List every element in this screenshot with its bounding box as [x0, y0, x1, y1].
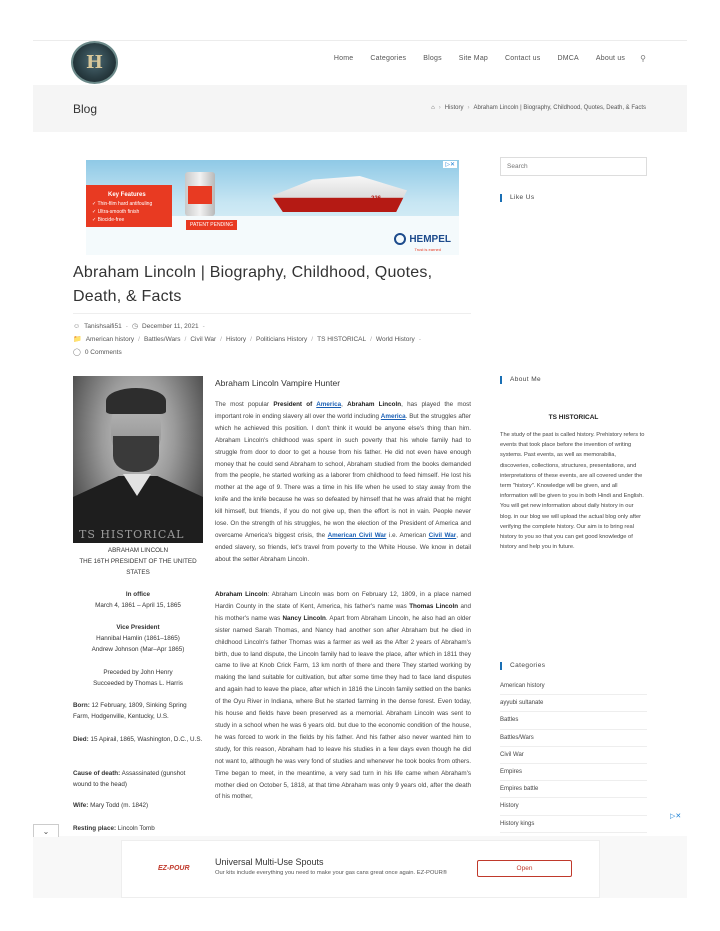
nav-contact-us[interactable]: Contact us	[505, 55, 541, 62]
main-nav	[317, 54, 646, 63]
infobox-value: 15 Apirail, 1865, Washington, D.C., U.S.	[90, 736, 203, 743]
infobox-predecessor	[73, 667, 203, 689]
nav-blogs[interactable]: Blogs	[423, 55, 442, 62]
ad-key-title: Key Features	[108, 192, 146, 198]
ad-brand-logo: EZ-POUR	[158, 865, 190, 872]
nav-home[interactable]: Home	[333, 55, 354, 62]
meta-divider	[73, 313, 471, 314]
ad-feature: ✓ Ultra-smooth finish	[92, 209, 140, 215]
meta-separator: -	[202, 322, 205, 330]
ad-feature-box	[86, 185, 172, 227]
post-comments-link[interactable]: 0 Comments	[84, 348, 122, 356]
clock-icon: ◷	[131, 323, 139, 330]
infobox-label: Resting place:	[73, 825, 117, 832]
post-meta-comments	[73, 348, 122, 356]
post-meta-categories: 📁 American history / Battles/Wars / Civil War / History / Politicians History / TS HISTORICAL / World History -	[73, 335, 421, 343]
infobox-label: Born:	[73, 702, 90, 709]
caption-role: THE 16TH PRESIDENT OF THE UNITED STATES	[79, 558, 197, 576]
hempel-logo	[394, 233, 451, 245]
collapse-ad-chevron-down-icon[interactable]: ⌄	[33, 824, 59, 837]
ad-open-button[interactable]: Open	[477, 860, 572, 877]
search-icon[interactable]: ⚲	[640, 54, 646, 63]
infobox-vp	[73, 622, 203, 655]
post-category[interactable]: Battles/Wars	[143, 335, 181, 343]
ad-tagline: Trust is earned	[414, 247, 441, 252]
link-america[interactable]: America	[316, 401, 342, 408]
sidebar-category[interactable]: Civil War	[500, 747, 647, 764]
header-top-border	[33, 40, 687, 41]
widget-title-like-us: Like Us	[500, 194, 534, 202]
image-caption	[73, 545, 203, 578]
bottom-advertisement[interactable]	[121, 840, 600, 898]
infobox-value: Mary Todd (m. 1842)	[90, 802, 149, 809]
post-category[interactable]: Civil War	[190, 335, 217, 343]
infobox-cause	[73, 768, 203, 790]
infobox-value: Assassinated (gunshot wound to the head)	[73, 770, 186, 788]
sidebar-category[interactable]: Empires battle	[500, 781, 647, 798]
post-meta-author-date	[73, 322, 205, 330]
nav-dmca[interactable]: DMCA	[557, 55, 579, 62]
infobox-value: Preceded by John Henry	[103, 669, 173, 676]
post-category[interactable]: Politicians History	[255, 335, 308, 343]
boat-number: 226	[371, 196, 382, 202]
infobox-value: Andrew Johnson (Mar–Apr 1865)	[91, 646, 185, 653]
ad-patent-label: PATENT PENDING	[186, 220, 237, 230]
about-text: The study of the past is called history. Prehistory refers to events that took place before the invention of writing systems. Past events, as well as memorabilia, discoveries, collections, structures, presentations, and interpretations of these events, are all covered under the term "history". Knowledge will be given, and all information will be given to you in both Hindi and English. You will get new information about daily history in our blog. in our blog we will upload the actual blog only after verifying the complete history. Our aim is to bring real history to you so that you can get good knowledge of history and help you in future.	[500, 432, 645, 551]
infobox-value: Lincoln Tomb	[117, 825, 155, 832]
infobox-value: Hannibal Hamlin (1861–1865)	[96, 635, 180, 642]
widget-title-categories: Categories	[500, 662, 545, 670]
ad-feature: ✓ Biocide-free	[92, 217, 125, 223]
infobox-value: 12 February, 1809, Sinking Spring Farm, Hodgenville, Kentucky, U.S.	[73, 702, 187, 720]
post-category[interactable]: History	[225, 335, 247, 343]
nav-site-map[interactable]: Site Map	[458, 55, 489, 62]
paint-can-image	[185, 172, 215, 216]
infobox-value: March 4, 1861 – April 15, 1865	[95, 602, 181, 609]
breadcrumb-separator: ›	[438, 105, 441, 111]
page-title: Blog	[73, 102, 98, 116]
post-date: December 11, 2021	[142, 322, 199, 330]
nav-about-us[interactable]: About us	[595, 55, 626, 62]
sidebar-category[interactable]: Empires	[500, 764, 647, 781]
ad-choices-icon[interactable]: ▷✕	[445, 162, 455, 168]
caption-name: ABRAHAM LINCOLN	[107, 547, 169, 554]
post-title: Abraham Lincoln | Biography, Childhood, Quotes, Death, & Facts	[73, 264, 433, 305]
infobox-label: Died:	[73, 736, 89, 743]
nav-categories[interactable]: Categories	[370, 55, 407, 62]
post-author[interactable]: Tanishsaifi51	[84, 322, 122, 330]
breadcrumb-separator: ›	[467, 105, 470, 111]
link-america[interactable]: America	[380, 412, 406, 420]
infobox-office	[73, 589, 203, 611]
meta-separator: -	[125, 322, 128, 330]
section-heading: Abraham Lincoln Vampire Hunter	[215, 378, 341, 388]
post-category[interactable]: World History	[375, 335, 415, 343]
ad-title[interactable]: Universal Multi-Use Spouts	[215, 857, 324, 867]
sidebar-category[interactable]: History kings	[500, 816, 647, 833]
sidebar-category[interactable]: American history	[500, 678, 647, 695]
post-category[interactable]: TS HISTORICAL	[317, 335, 367, 343]
sidebar-category[interactable]: Battles	[500, 712, 647, 729]
portrait-hair	[106, 388, 166, 414]
sidebar-search-input[interactable]	[500, 157, 647, 176]
infobox-resting	[73, 823, 203, 834]
infobox-label: In office	[125, 591, 151, 598]
sidebar-category-list	[500, 678, 647, 833]
comment-icon: ◯	[73, 349, 81, 356]
site-logo[interactable]	[71, 41, 118, 84]
infobox-died	[73, 734, 203, 745]
ad-feature: ✓ Thin-film hard antifouling	[92, 201, 153, 207]
portrait-beard	[113, 436, 159, 472]
infobox-born	[73, 700, 203, 722]
breadcrumb	[431, 105, 646, 111]
article-paragraph-2: Abraham Lincoln: Abraham Lincoln was born on February 12, 1809, in a place named Hardin County in the state of Kent, America, his father's name was Thomas Lincoln and his mother's name was Nancy Lincoln. Apart from Abraham Lincoln, he also had an older sister named Sarah Thomas, and Nancy had another son after Abraham but he died in childhood Lincoln's father Thomas was a farmer as well as the After 2 years of Abraham's birth, due to land dispute, the Lincoln family had to leave the place, after which in 1811 they came to live at Knob Crick Farm, 13 km north of there and there They started working by making the land suitable for cultivation, but after some time they had to face land disputes and again had to leave the place, after which in 1816 the Lincoln family settled on the banks of the Oyu River in Indiana, where But he started farming in the dense forest. Even today, his house and fields have been preserved as a memorial. Abraham Lincoln was sent to study in a school when he was 6 years old. but due to the economic condition of the house, he was forced to work in the fields by his father. And his father also never wanted him to study, for this reason, Abraham had to leave his studies in a few days even though he did not want to, although he was very fond of studies and whenever he took books from others. Time began to meet, in the meantime, a very sad turn in his life came when Abraham's mother died on October 5, 1818, at that time Abraham was only 9 years old, after the death of his mother,	[215, 591, 471, 801]
hempel-logo-icon	[394, 233, 406, 245]
article-paragraph-1: The most popular President of America, Abraham Lincoln, has played the most important role in ending slavery all over the world including America. But the struggles after which he achieved this position. I don't think it would be anyone else's thing than him. Abraham Lincoln's childhood was spent in such poverty that his whole family had to struggle from door to door to get a house from his father. He did not even have enough money that he could send Abraham to school, Abraham studied from the books demanded from the people, he started working as a laborer from childhood to feed himself. He lost his mother at the age of 9. There was a time in his life when he used to stay away from the knife and the knife because he was so defeated by himself that he was afraid that he might kill himself, but friends, if you do not give up, then the effort is not in vain. People never lose. On the strength of his struggles, he won the election of the President of America and overcame America's biggest crisis, the American Civil War i.e. American Civil War, and ended slavery, so friends, let's travel from poverty to the White House. We know in detail about the setter Abraham Lincoln.	[215, 401, 471, 563]
home-icon[interactable]: ⌂	[431, 105, 435, 111]
hempel-brand: HEMPEL	[409, 233, 451, 245]
sidebar-category[interactable]: History	[500, 798, 647, 815]
infobox-wife	[73, 800, 203, 811]
breadcrumb-current: Abraham Lincoln | Biography, Childhood, Quotes, Death, & Facts	[473, 105, 646, 111]
ad-choices-icon[interactable]: ▷✕	[670, 813, 682, 820]
sidebar-category[interactable]: ayyubi sultanate	[500, 695, 647, 712]
infobox-label: Cause of death:	[73, 770, 121, 777]
about-name: TS HISTORICAL	[548, 414, 599, 421]
widget-title-about-me: About Me	[500, 376, 541, 384]
infobox-value: Succeeded by Thomas L. Harris	[93, 680, 183, 687]
folder-icon: 📁	[73, 336, 82, 343]
speedboat-image	[272, 176, 407, 212]
sidebar-category[interactable]: Battles/Wars	[500, 730, 647, 747]
link-civil-war[interactable]: Civil War	[428, 531, 457, 539]
user-icon: ☺	[73, 322, 81, 330]
infobox-label: Wife:	[73, 802, 89, 809]
post-category[interactable]: American history	[85, 335, 135, 343]
infobox-label: Vice President	[116, 624, 160, 631]
top-advertisement[interactable]	[86, 160, 459, 255]
lincoln-portrait	[73, 376, 203, 543]
page-header	[33, 85, 687, 132]
image-watermark: TS HISTORICAL	[79, 528, 185, 541]
link-american-civil-war[interactable]: American Civil War	[327, 531, 387, 539]
ad-description: Our kits include everything you need to make your gas cans great once again. EZ-POUR®	[215, 870, 448, 876]
logo-letter: H	[85, 52, 103, 73]
breadcrumb-history[interactable]: History	[444, 105, 464, 111]
